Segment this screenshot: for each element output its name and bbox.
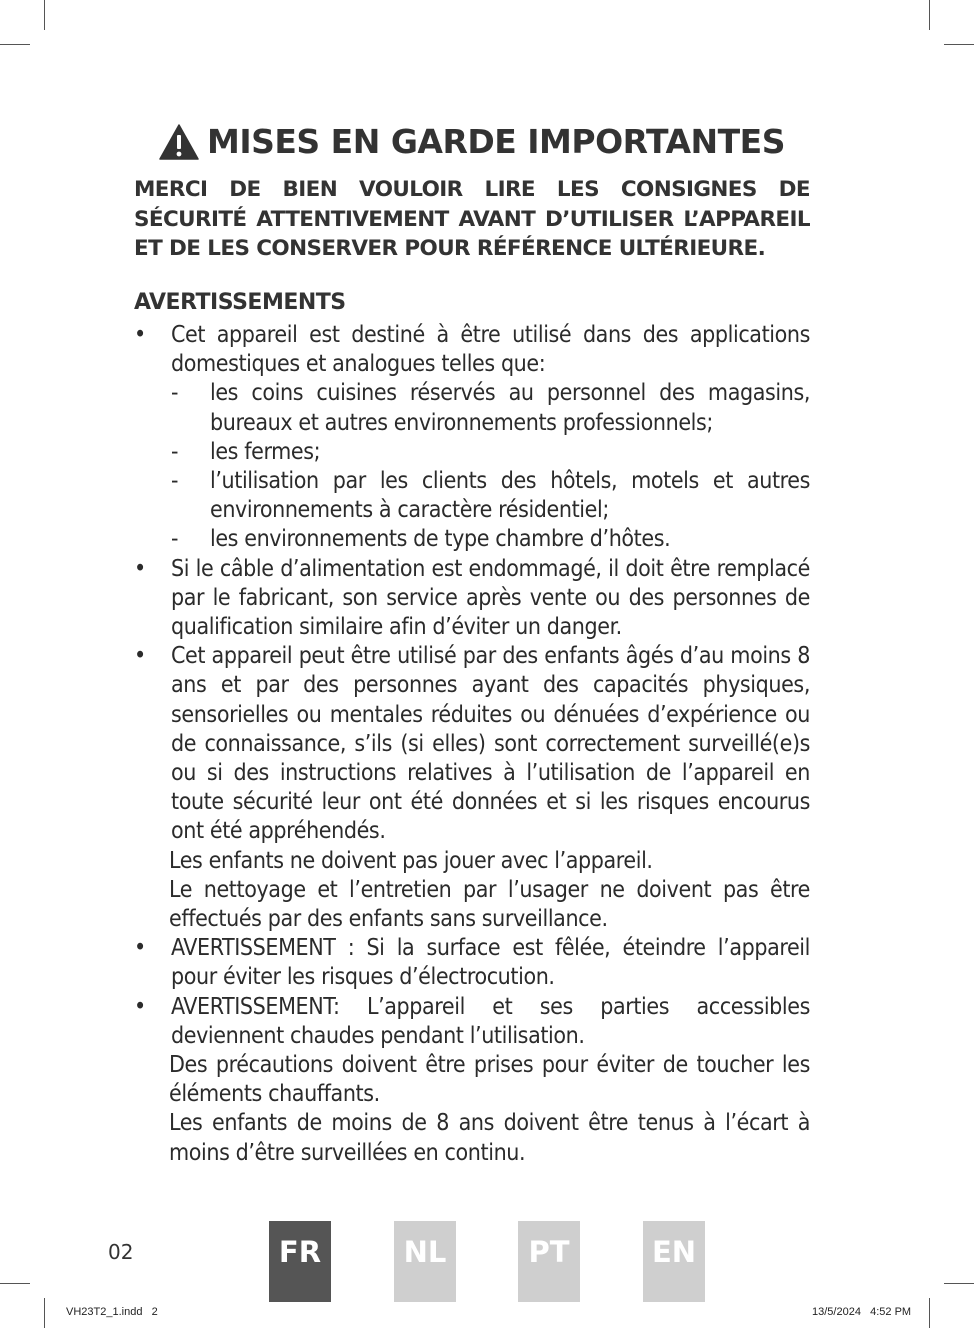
sub-list-item-text: l’utilisation par les clients des hôtels, motels et autres environnements à caractère résidentiel; [210, 468, 810, 524]
sub-list [171, 379, 810, 554]
file-info: VH23T2_1.indd 2 [66, 1306, 158, 1318]
list-item [134, 993, 810, 1168]
list-item-text: AVERTISSEMENT: L’appareil et ses parties accessibles deviennent chaudes pendant l’utilisation. [171, 993, 810, 1049]
list-item-note: Les enfants ne doivent pas jouer avec l’appareil. [169, 847, 653, 874]
section-title: AVERTISSEMENTS [134, 290, 346, 315]
list-item-note: Les enfants de moins de 8 ans doivent être tenus à l’écart à moins d’être surveillées en continu. [169, 1110, 810, 1166]
language-tab-pt[interactable] [518, 1221, 580, 1302]
sub-list-item [171, 379, 810, 437]
dash-marker: - [171, 438, 179, 465]
sub-list-item-text: les coins cuisines réservés au personnel des magasins, bureaux et autres environnements professionnels; [210, 380, 810, 436]
list-item [134, 555, 810, 643]
sub-list-item [171, 467, 810, 525]
language-tab-nl[interactable] [394, 1221, 456, 1302]
language-tab-en[interactable] [643, 1221, 705, 1302]
crop-mark [929, 0, 930, 30]
page-title [134, 122, 810, 161]
language-tab-label: NL [403, 1235, 447, 1269]
list-item-text: Cet appareil peut être utilisé par des enfants âgés d’au moins 8 ans et par des personnes ayant des capacités physiques, sensorielles ou mentales réduites ou dénuées d’expérience ou de connaissance, s’ils (si elles) sont correctement surveillé(e)s ou si des instructions relatives à l’utilisation de l’appareil en toute sécurité leur ont été données et si les risques encourus ont été appréhendés. [171, 643, 810, 845]
warnings-list [134, 321, 810, 1168]
sub-list-item-text: les fermes; [210, 438, 321, 465]
page-title-text: MISES EN GARDE IMPORTANTES [206, 122, 785, 161]
warning-triangle-icon [159, 124, 199, 160]
crop-mark [0, 44, 30, 45]
bullet-marker: • [134, 555, 146, 582]
bullet-marker: • [134, 993, 146, 1020]
list-item [134, 642, 810, 934]
print-timestamp: 13/5/2024 4:52 PM [812, 1306, 912, 1318]
dash-marker: - [171, 468, 179, 495]
intro-notice: MERCI DE BIEN VOULOIR LIRE LES CONSIGNES DE SÉCURITÉ ATTENTIVEMENT AVANT D’UTILISER L’APPAREIL ET DE LES CONSERVER POUR RÉFÉRENCE ULTÉRIEURE. [134, 177, 810, 261]
dash-marker: - [171, 380, 179, 407]
crop-mark [44, 1298, 45, 1328]
crop-mark [0, 1283, 30, 1284]
list-item [134, 321, 810, 555]
sub-list-item [171, 438, 810, 467]
list-item-text: Cet appareil est destiné à être utilisé dans des applications domestiques et analogues telles que: [171, 322, 810, 378]
crop-mark [944, 44, 974, 45]
dash-marker: - [171, 526, 179, 553]
bullet-marker: • [134, 643, 146, 670]
crop-mark [929, 1298, 930, 1328]
list-item [134, 934, 810, 992]
language-tab-fr[interactable] [269, 1221, 331, 1302]
language-tab-label: EN [651, 1235, 697, 1269]
list-item-note: Le nettoyage et l’entretien par l’usager ne doivent pas être effectués par des enfants sans surveillance. [169, 876, 810, 933]
list-item-note: Des précautions doivent être prises pour éviter de toucher les éléments chauffants. [169, 1052, 810, 1108]
language-tab-label: FR [278, 1235, 322, 1269]
list-item-text: Si le câble d’alimentation est endommagé, il doit être remplacé par le fabricant, son service après vente ou des personnes de qualification similaire afin d’éviter un danger. [171, 555, 810, 641]
page-number: 02 [108, 1240, 134, 1264]
bullet-marker: • [134, 935, 146, 962]
sub-list-item-text: les environnements de type chambre d’hôtes. [210, 526, 671, 553]
crop-mark [944, 1283, 974, 1284]
language-tab-label: PT [528, 1235, 570, 1269]
list-item-text: AVERTISSEMENT : Si la surface est fêlée, éteindre l’appareil pour éviter les risques d’électrocution. [171, 935, 810, 991]
sub-list-item [171, 525, 810, 554]
bullet-marker: • [134, 322, 146, 348]
crop-mark [44, 0, 45, 30]
